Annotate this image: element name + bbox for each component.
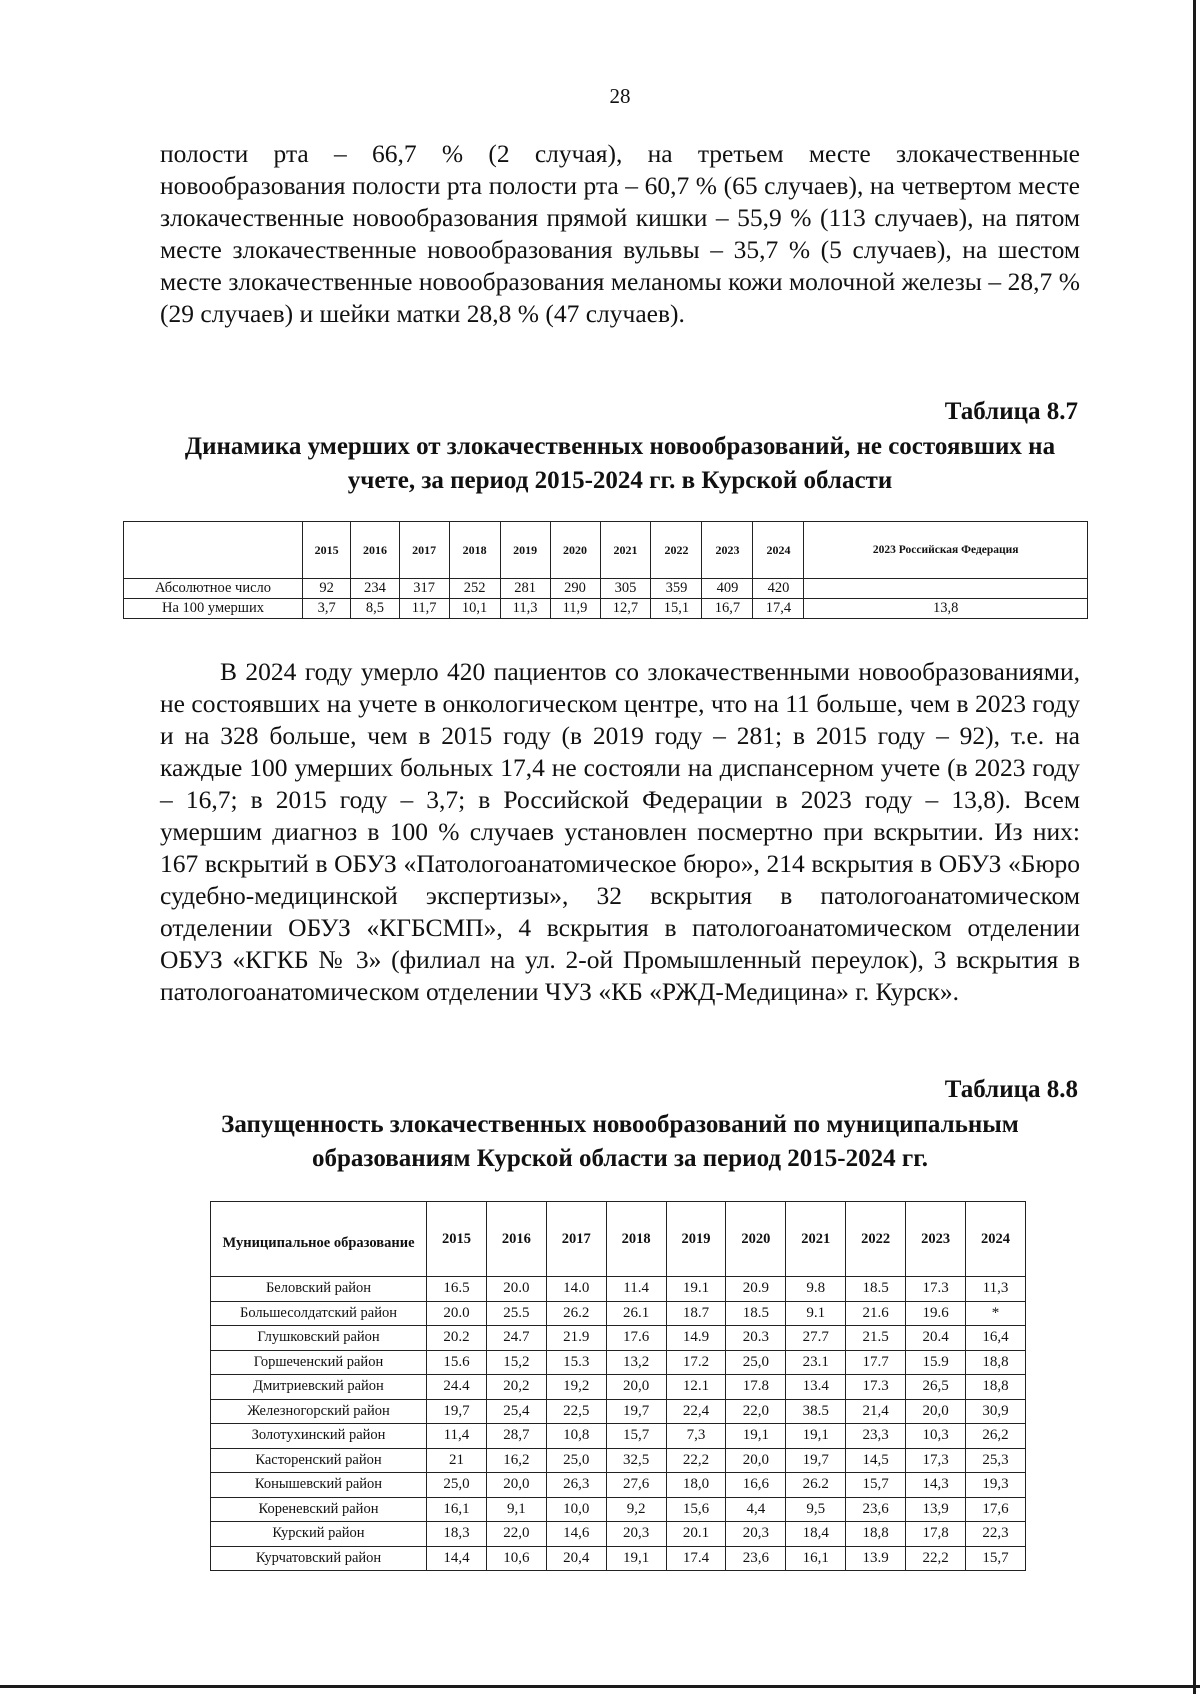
table-cell: 28,7: [486, 1424, 546, 1449]
table-cell: 23,3: [846, 1424, 906, 1449]
year-header: 2020: [726, 1202, 786, 1277]
rf-cell: 13,8: [804, 599, 1088, 619]
table-cell: 16,2: [486, 1448, 546, 1473]
table-cell: 15,7: [606, 1424, 666, 1449]
table-cell: 14,5: [846, 1448, 906, 1473]
year-header: 2019: [500, 522, 550, 579]
table-cell: 20.2: [427, 1326, 487, 1351]
table-cell: 14.9: [666, 1326, 726, 1351]
table-cell: 38.5: [786, 1399, 846, 1424]
municipality-name: Золотухинский район: [211, 1424, 427, 1449]
table-cell: 23,6: [726, 1546, 786, 1571]
table-cell: 22,3: [966, 1522, 1026, 1547]
table-cell: 16.5: [427, 1277, 487, 1302]
table-cell: 20.9: [726, 1277, 786, 1302]
row-label: На 100 умерших: [124, 599, 303, 619]
table-cell: 4,4: [726, 1497, 786, 1522]
table-cell: 22,2: [666, 1448, 726, 1473]
table-cell: 18.5: [726, 1301, 786, 1326]
table-cell: 11.4: [606, 1277, 666, 1302]
table-cell: 15.9: [906, 1350, 966, 1375]
paragraph-1: полости рта – 66,7 % (2 случая), на третьем месте злокачественные новообразования полости рта полости рта – 60,7 % (65 случаев), на четвертом месте злокачественные новообразования прямой кишки – 55,9 % (113 случаев), на пятом месте злокачественные новообразования вульвы – 35,7 % (5 случаев), на шестом месте злокачественные новообразования меланомы кожи молочной железы – 28,7 % (29 случаев) и шейки матки 28,8 % (47 случаев).: [160, 139, 1080, 328]
table-cell: 11,3: [500, 599, 550, 619]
table-cell: 18.5: [846, 1277, 906, 1302]
table-cell: 26.2: [546, 1301, 606, 1326]
table-cell: 19.1: [666, 1277, 726, 1302]
table-cell: 17,6: [966, 1497, 1026, 1522]
table-cell: 305: [600, 579, 651, 599]
table-cell: 26,3: [546, 1473, 606, 1498]
table-row: [211, 1375, 1026, 1400]
table-cell: 20,4: [546, 1546, 606, 1571]
table-cell: 25.5: [486, 1301, 546, 1326]
table-cell: 25,3: [966, 1448, 1026, 1473]
table-cell: 17,3: [906, 1448, 966, 1473]
table-cell: 25,0: [726, 1350, 786, 1375]
table-cell: 18,8: [966, 1350, 1026, 1375]
year-header: 2018: [449, 522, 500, 579]
table-cell: 25,4: [486, 1399, 546, 1424]
table-8-7-label: Таблица 8.7: [944, 398, 1078, 425]
table-cell: 16,1: [427, 1497, 487, 1522]
table-cell: 21.6: [846, 1301, 906, 1326]
table-8-7: [123, 521, 1088, 619]
table-row: [211, 1546, 1026, 1571]
table-cell: 13.9: [846, 1546, 906, 1571]
table-cell: 10,3: [906, 1424, 966, 1449]
municipality-name: Курчатовский район: [211, 1546, 427, 1571]
table-cell: 15,2: [486, 1350, 546, 1375]
table-cell: 14,6: [546, 1522, 606, 1547]
table-cell: 234: [351, 579, 399, 599]
table-cell: 23,6: [846, 1497, 906, 1522]
table-cell: 17.6: [606, 1326, 666, 1351]
table-cell: 30,9: [966, 1399, 1026, 1424]
table-cell: 20.1: [666, 1522, 726, 1547]
table-8-7-title: Динамика умерших от злокачественных новообразований, не состоявших на учете, за период 2015-2024 гг. в Курской области: [184, 433, 1056, 494]
table-row: [211, 1301, 1026, 1326]
table-cell: 26,2: [966, 1424, 1026, 1449]
table-cell: 14.0: [546, 1277, 606, 1302]
table-cell: 22,4: [666, 1399, 726, 1424]
municipality-name: Дмитриевский район: [211, 1375, 427, 1400]
row-label: Абсолютное число: [124, 579, 303, 599]
table-cell: 15,1: [651, 599, 702, 619]
table-cell: 20.0: [427, 1301, 487, 1326]
table-row: [124, 599, 1088, 619]
municipality-name: Беловский район: [211, 1277, 427, 1302]
table-cell: 20,0: [726, 1448, 786, 1473]
table-cell: 20,3: [726, 1522, 786, 1547]
scan-edge-bottom: [0, 1685, 1200, 1688]
year-header: 2018: [606, 1202, 666, 1277]
table-cell: 20,2: [486, 1375, 546, 1400]
table-cell: 20.4: [906, 1326, 966, 1351]
table-cell: 15.6: [427, 1350, 487, 1375]
table-cell: 20,0: [486, 1473, 546, 1498]
paragraph-2: В 2024 году умерло 420 пациентов со злокачественными новообразованиями, не состоявших на учете в онкологическом центре, что на 11 больше, чем в 2023 году и на 328 больше, чем в 2015 году (в 2019 году – 281; в 2015 году – 92), т.е. на каждые 100 умерших больных 17,4 не состояли на диспансерном учете (в 2023 году – 16,7; в 2015 году – 3,7; в Российской Федерации в 2023 году – 13,8). Всем умершим диагноз в 100 % случаев установлен посмертно при вскрытии. Из них: 167 вскрытий в ОБУЗ «Патологоанатомическое бюро», 214 вскрытия в ОБУЗ «Бюро судебно-медицинской экспертизы», 32 вскрытия в патологоанатомическом отделении ОБУЗ «КГБСМП», 4 вскрытия в патологоанатомическом отделении ОБУЗ «КГКБ № 3» (филиал на ул. 2-ой Промышленный переулок), 3 вскрытия в патологоанатомическом отделении ЧУЗ «КБ «РЖД-Медицина» г. Курск».: [160, 657, 1080, 1006]
table-cell: 27.7: [786, 1326, 846, 1351]
table-cell: 20.0: [486, 1277, 546, 1302]
table-cell: 12,7: [600, 599, 651, 619]
year-header: 2022: [846, 1202, 906, 1277]
table-row: [211, 1277, 1026, 1302]
table-cell: 11,3: [966, 1277, 1026, 1302]
year-header: 2021: [600, 522, 651, 579]
table-cell: 10,0: [546, 1497, 606, 1522]
year-header: 2015: [427, 1202, 487, 1277]
table-cell: 10,6: [486, 1546, 546, 1571]
table-cell: 16,4: [966, 1326, 1026, 1351]
table-cell: 16,1: [786, 1546, 846, 1571]
table-cell: 17,4: [753, 599, 804, 619]
table-cell: 21.5: [846, 1326, 906, 1351]
table-row: [211, 1497, 1026, 1522]
year-header: 2019: [666, 1202, 726, 1277]
year-header: 2020: [550, 522, 600, 579]
table-cell: 9.8: [786, 1277, 846, 1302]
table-cell: 22,0: [486, 1522, 546, 1547]
table-cell: 10,8: [546, 1424, 606, 1449]
table-cell: 15,7: [846, 1473, 906, 1498]
table-row: [211, 1522, 1026, 1547]
table-cell: 359: [651, 579, 702, 599]
table-cell: *: [966, 1301, 1026, 1326]
table-cell: 23.1: [786, 1350, 846, 1375]
table-row: [211, 1350, 1026, 1375]
table-cell: 15,7: [966, 1546, 1026, 1571]
table-row: [211, 1424, 1026, 1449]
rf-cell: [804, 579, 1088, 599]
year-header: 2023: [702, 522, 753, 579]
table-8-8: [210, 1201, 1026, 1571]
year-header: 2022: [651, 522, 702, 579]
table-cell: 8,5: [351, 599, 399, 619]
table-cell: 92: [303, 579, 351, 599]
table-cell: 25,0: [427, 1473, 487, 1498]
table-cell: 26,5: [906, 1375, 966, 1400]
table-cell: 15.3: [546, 1350, 606, 1375]
table-cell: 18,3: [427, 1522, 487, 1547]
page-number: 28: [609, 84, 631, 108]
table-cell: 20,0: [906, 1399, 966, 1424]
table-cell: 290: [550, 579, 600, 599]
table-cell: 21: [427, 1448, 487, 1473]
table-cell: 11,7: [399, 599, 449, 619]
table-cell: 19,1: [786, 1424, 846, 1449]
table-cell: 20,0: [606, 1375, 666, 1400]
table-cell: 17.4: [666, 1546, 726, 1571]
table-cell: 27,6: [606, 1473, 666, 1498]
table-cell: 9,1: [486, 1497, 546, 1522]
table-cell: 22,2: [906, 1546, 966, 1571]
municipality-header: Муниципальное образование: [211, 1202, 427, 1277]
table-cell: 13,9: [906, 1497, 966, 1522]
table-header-row: [124, 522, 1088, 579]
table-cell: 14,3: [906, 1473, 966, 1498]
table-cell: 9,5: [786, 1497, 846, 1522]
table-row: [124, 579, 1088, 599]
table-corner-cell: [124, 522, 303, 579]
table-cell: 17.2: [666, 1350, 726, 1375]
table-cell: 16,7: [702, 599, 753, 619]
table-cell: 20,3: [606, 1522, 666, 1547]
year-header: 2021: [786, 1202, 846, 1277]
table-header-row: [211, 1202, 1026, 1277]
year-header: 2024: [753, 522, 804, 579]
table-cell: 21,4: [846, 1399, 906, 1424]
table-cell: 22,5: [546, 1399, 606, 1424]
table-cell: 18,8: [846, 1522, 906, 1547]
table-cell: 24.7: [486, 1326, 546, 1351]
year-header: 2016: [486, 1202, 546, 1277]
table-cell: 11,4: [427, 1424, 487, 1449]
table-cell: 3,7: [303, 599, 351, 619]
table-cell: 25,0: [546, 1448, 606, 1473]
table-cell: 9.1: [786, 1301, 846, 1326]
municipality-name: Курский район: [211, 1522, 427, 1547]
table-cell: 19,1: [606, 1546, 666, 1571]
table-cell: 18.7: [666, 1301, 726, 1326]
table-cell: 22,0: [726, 1399, 786, 1424]
table-cell: 13,2: [606, 1350, 666, 1375]
table-cell: 19,1: [726, 1424, 786, 1449]
year-header: 2024: [966, 1202, 1026, 1277]
table-cell: 17.7: [846, 1350, 906, 1375]
table-cell: 20.3: [726, 1326, 786, 1351]
table-cell: 17.3: [906, 1277, 966, 1302]
table-cell: 317: [399, 579, 449, 599]
municipality-name: Железногорский район: [211, 1399, 427, 1424]
table-cell: 19,2: [546, 1375, 606, 1400]
table-cell: 19,7: [427, 1399, 487, 1424]
table-cell: 10,1: [449, 599, 500, 619]
table-cell: 409: [702, 579, 753, 599]
municipality-name: Кореневский район: [211, 1497, 427, 1522]
table-body: [211, 1277, 1026, 1571]
municipality-name: Горшеченский район: [211, 1350, 427, 1375]
table-cell: 18,8: [966, 1375, 1026, 1400]
year-header: 2016: [351, 522, 399, 579]
year-header: 2015: [303, 522, 351, 579]
table-row: [211, 1473, 1026, 1498]
table-cell: 19,7: [606, 1399, 666, 1424]
table-cell: 18,0: [666, 1473, 726, 1498]
table-cell: 9,2: [606, 1497, 666, 1522]
table-cell: 13.4: [786, 1375, 846, 1400]
table-cell: 281: [500, 579, 550, 599]
table-cell: 18,4: [786, 1522, 846, 1547]
table-cell: 17.8: [726, 1375, 786, 1400]
rf-2023-header: 2023 Российская Федерация: [804, 522, 1088, 579]
table-cell: 16,6: [726, 1473, 786, 1498]
scan-edge-right: [1193, 0, 1196, 1694]
table-cell: 26.1: [606, 1301, 666, 1326]
municipality-name: Большесолдатский район: [211, 1301, 427, 1326]
municipality-name: Глушковский район: [211, 1326, 427, 1351]
year-header: 2017: [546, 1202, 606, 1277]
table-cell: 420: [753, 579, 804, 599]
table-cell: 26.2: [786, 1473, 846, 1498]
table-cell: 17.3: [846, 1375, 906, 1400]
table-8-8-title: Запущенность злокачественных новообразований по муниципальным образованиям Курской области за период 2015-2024 гг.: [221, 1111, 1019, 1172]
table-cell: 11,9: [550, 599, 600, 619]
table-cell: 7,3: [666, 1424, 726, 1449]
table-row: [211, 1448, 1026, 1473]
table-cell: 21.9: [546, 1326, 606, 1351]
table-cell: 24.4: [427, 1375, 487, 1400]
table-8-8-label: Таблица 8.8: [944, 1076, 1078, 1103]
table-cell: 32,5: [606, 1448, 666, 1473]
year-header: 2017: [399, 522, 449, 579]
table-row: [211, 1326, 1026, 1351]
municipality-name: Касторенский район: [211, 1448, 427, 1473]
table-cell: 19,3: [966, 1473, 1026, 1498]
table-cell: 19,7: [786, 1448, 846, 1473]
table-cell: 17,8: [906, 1522, 966, 1547]
year-header: 2023: [906, 1202, 966, 1277]
table-row: [211, 1399, 1026, 1424]
municipality-name: Конышевский район: [211, 1473, 427, 1498]
table-cell: 12.1: [666, 1375, 726, 1400]
table-cell: 14,4: [427, 1546, 487, 1571]
table-cell: 15,6: [666, 1497, 726, 1522]
table-cell: 252: [449, 579, 500, 599]
table-cell: 19.6: [906, 1301, 966, 1326]
